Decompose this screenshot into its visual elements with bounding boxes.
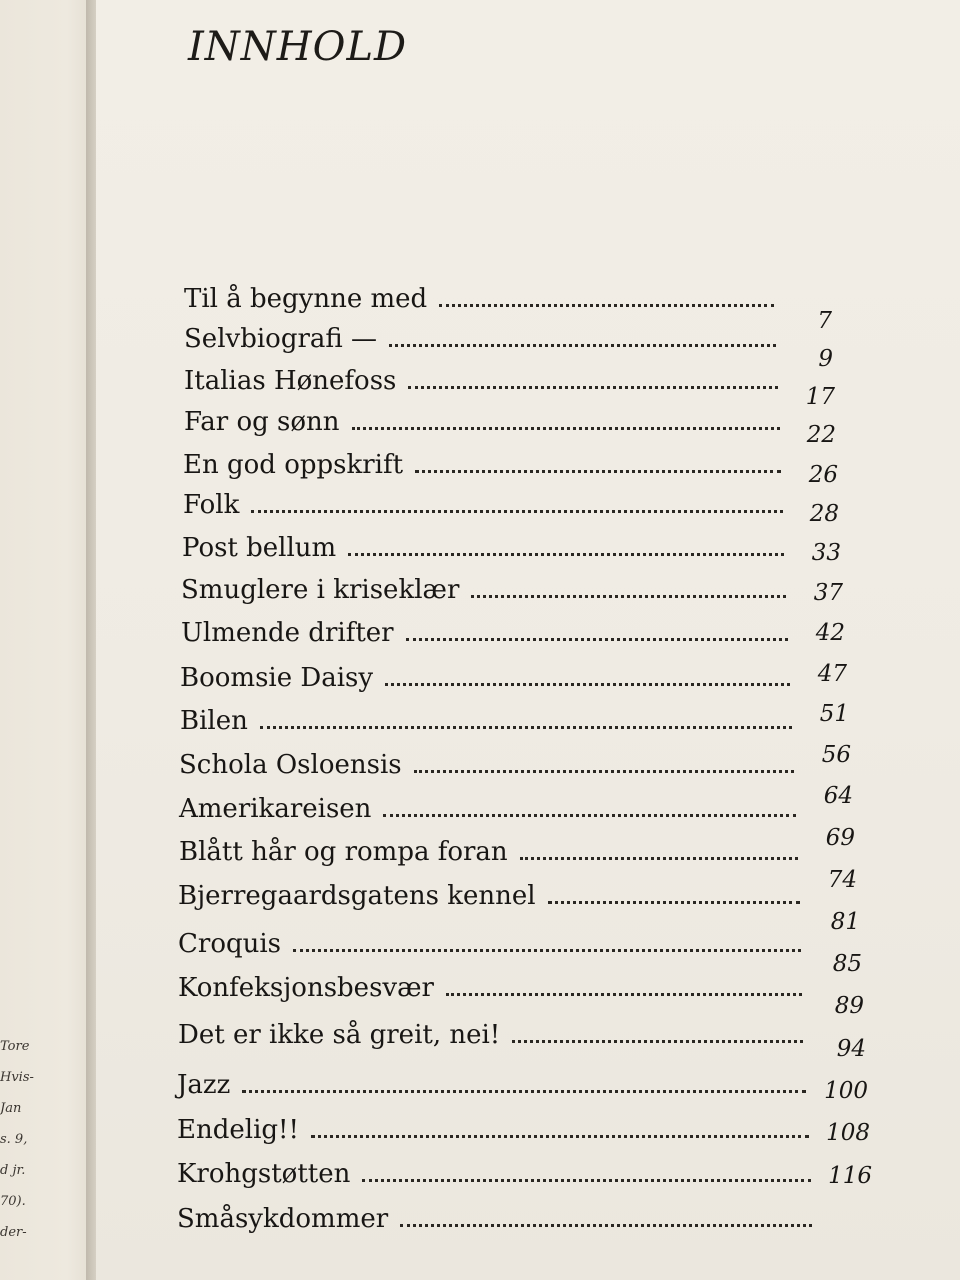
toc-entry [180, 663, 847, 707]
toc-entry-title: Amerikareisen [179, 794, 372, 824]
toc-entry [178, 993, 864, 1064]
toc-entry-page-number: 47 [817, 661, 847, 687]
dot-leader [348, 549, 784, 556]
toc-entry-title: Bjerregaardsgatens kennel [178, 881, 536, 911]
dot-leader [383, 810, 796, 817]
toc-entry-page-number: 85 [832, 951, 862, 977]
toc-entry-title: Det er ikke så greit, nei! [178, 1020, 501, 1050]
left-page-fragment: Hvis- [0, 1071, 34, 1085]
toc-entry [183, 450, 838, 494]
toc-entry-title: Italias Hønefoss [184, 366, 397, 396]
left-page-fragment: Tore [0, 1040, 30, 1054]
toc-entry-page-number: 9 [818, 346, 833, 372]
toc-entry-page-number: 26 [808, 462, 838, 488]
toc-entry-title: Bilen [180, 706, 248, 736]
dot-leader [385, 679, 790, 686]
toc-entry-title: Blått hår og rompa foran [179, 837, 508, 867]
dot-leader [520, 853, 798, 860]
toc-entry-title: Post bellum [182, 533, 337, 563]
toc-entry [183, 490, 839, 534]
dot-leader [408, 382, 778, 389]
toc-entry-title: Far og sønn [184, 407, 340, 437]
toc-entry [184, 324, 833, 372]
toc-entry-page-number: 74 [827, 867, 857, 893]
dot-leader [311, 1131, 809, 1138]
toc-entry [181, 618, 845, 662]
dot-leader [260, 722, 792, 729]
page-title: INNHOLD [188, 24, 408, 70]
dot-leader [548, 897, 800, 904]
toc-entry [181, 575, 843, 619]
toc-entry-page-number: 22 [806, 422, 836, 448]
toc-entry-page-number: 64 [823, 783, 853, 809]
toc-entry-title: Endelig!! [177, 1115, 299, 1145]
dot-leader [471, 591, 786, 598]
dot-leader [242, 1086, 806, 1093]
toc-entry [178, 951, 862, 1017]
toc-entry-page-number: 37 [813, 580, 843, 606]
toc-entry-page-number: 94 [836, 1036, 866, 1062]
toc-entry-title: Schola Osloensis [179, 750, 402, 780]
dot-leader [406, 634, 788, 641]
toc-entry-title: Boomsie Daisy [180, 663, 374, 693]
toc-entry-page-number: 89 [834, 993, 864, 1019]
toc-entry-page-number: 116 [828, 1163, 872, 1189]
dot-leader [400, 1220, 812, 1227]
toc-entry-page-number: 69 [825, 825, 855, 851]
left-page-fragment: 70). [0, 1195, 26, 1209]
toc-entry [179, 783, 853, 838]
toc-entry [180, 701, 849, 750]
toc-entry-page-number: 7 [817, 308, 832, 334]
toc-entry [177, 1036, 866, 1114]
dot-leader [415, 466, 781, 473]
dot-leader [362, 1175, 811, 1182]
toc-entry-page-number: 42 [815, 620, 845, 646]
toc-entry-title: Jazz [177, 1070, 231, 1100]
toc-entry-page-number: 33 [811, 540, 841, 566]
toc-entry-page-number: 56 [821, 742, 851, 768]
dot-leader [414, 766, 794, 773]
dot-leader [439, 300, 774, 307]
toc-entry-page-number: 108 [826, 1120, 870, 1146]
toc-entry [179, 742, 851, 794]
toc-entry-title: En god oppskrift [183, 450, 404, 480]
toc-entry [184, 366, 835, 410]
toc-entry-page-number: 100 [824, 1078, 868, 1104]
toc-entry-title: Croquis [178, 929, 282, 959]
toc-entry-title: Selvbiografi — [184, 324, 377, 354]
toc-entry-title: Småsykdommer [177, 1204, 389, 1234]
toc-entry-title: Folk [183, 490, 240, 520]
dot-leader [352, 423, 780, 430]
toc-entry-title: Til å begynne med [184, 284, 428, 314]
toc-entry-page-number: 28 [809, 501, 839, 527]
dot-leader [251, 506, 783, 513]
left-page-fragment: s. 9, [0, 1133, 28, 1147]
toc-entry [182, 533, 841, 577]
toc-entry-page-number: 17 [805, 384, 835, 410]
toc-entry-title: Smuglere i kriseklær [181, 575, 460, 605]
toc-entry-title: Krohgstøtten [177, 1159, 351, 1189]
toc-entry [178, 909, 860, 973]
left-page-fragment: d jr. [0, 1164, 26, 1178]
dot-leader [293, 945, 801, 952]
toc-entry-page-number: 51 [819, 701, 849, 727]
toc-entry [184, 284, 832, 334]
left-page-fragment: Jan [0, 1102, 22, 1116]
toc-entry-title: Ulmende drifter [181, 618, 394, 648]
dot-leader [446, 989, 802, 996]
toc-entry [178, 867, 857, 925]
dot-leader [512, 1036, 803, 1043]
dot-leader [389, 340, 776, 347]
left-page-fragment: der- [0, 1226, 27, 1240]
toc-entry [179, 825, 855, 881]
toc-entry-title: Konfeksjonsbesvær [178, 973, 434, 1003]
toc-entry-page-number: 81 [830, 909, 860, 935]
toc-entry [184, 407, 836, 451]
